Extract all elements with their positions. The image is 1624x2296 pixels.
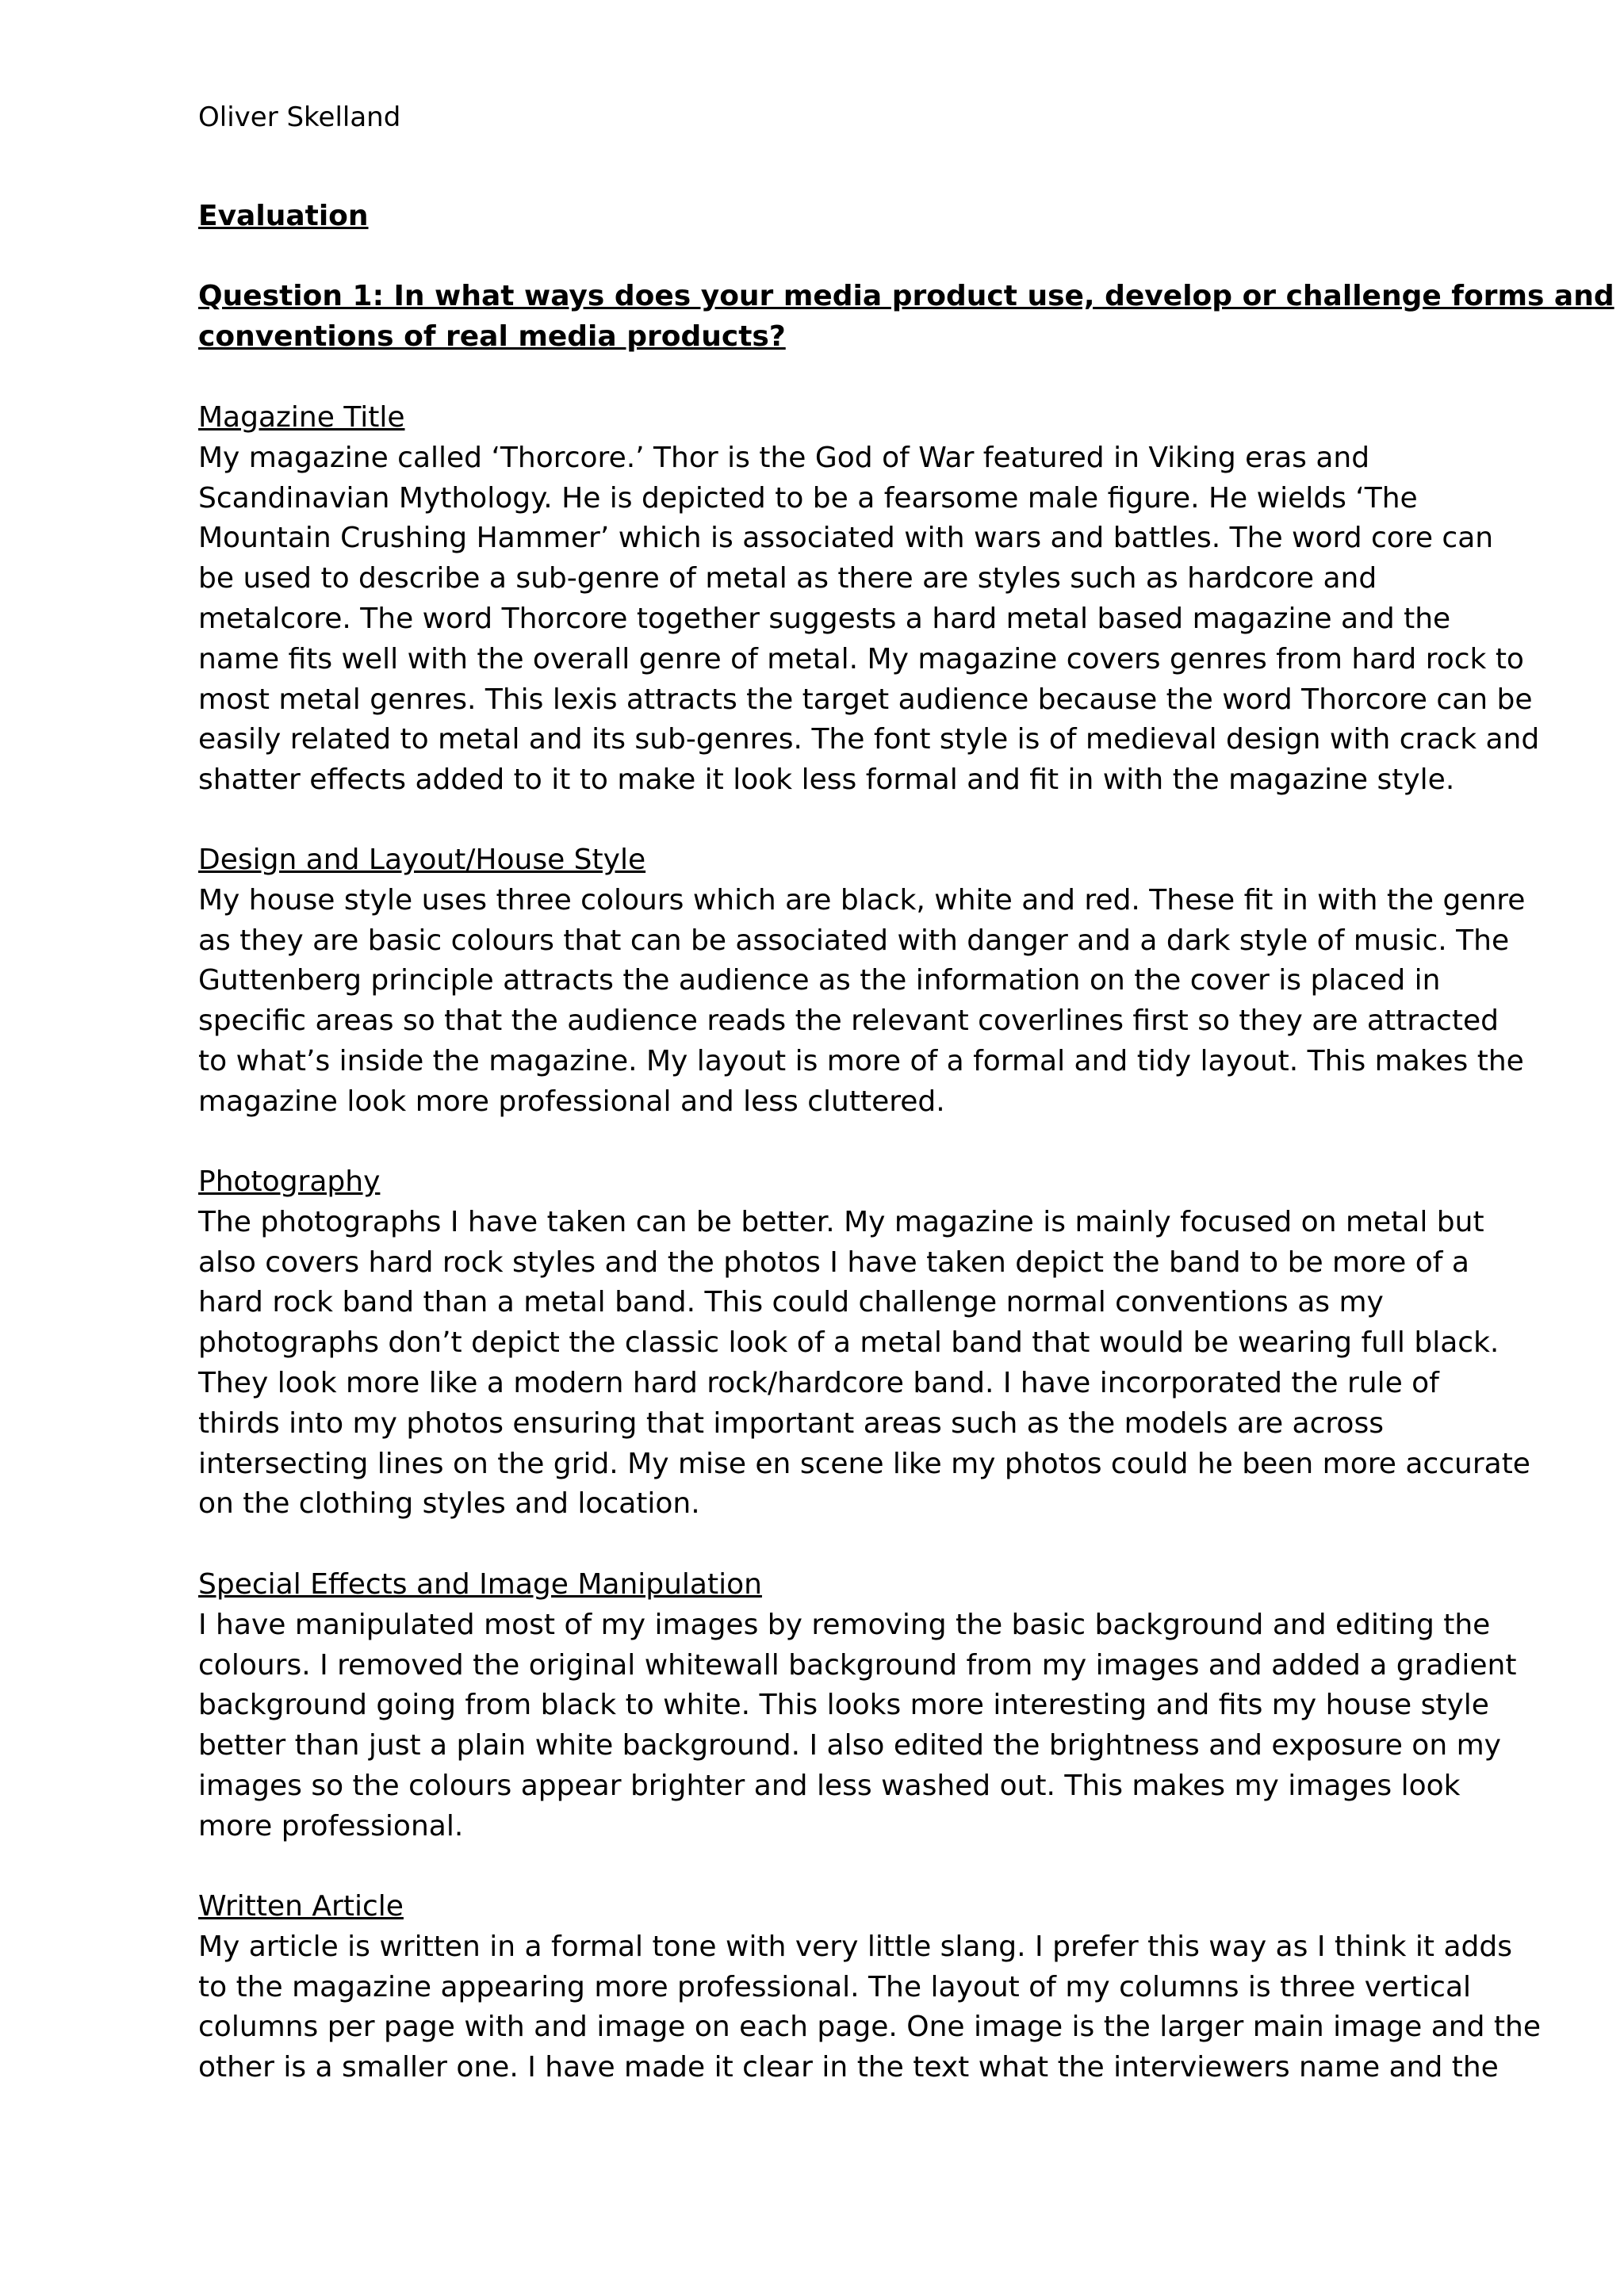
body-line: more professional.: [198, 1809, 464, 1843]
body-line: columns per page with and image on each page. One image is the larger main image and the: [198, 2011, 1541, 2044]
section-magazine-title: [198, 398, 1539, 801]
body-line: name fits well with the overall genre of metal. My magazine covers genres from hard rock to: [198, 642, 1524, 675]
body-line: easily related to metal and its sub-genres. The font style is of medieval design with crack and: [198, 723, 1540, 756]
body-line: also covers hard rock styles and the photos I have taken depict the band to be more of a: [198, 1246, 1469, 1279]
section-body: [198, 1605, 1516, 1847]
body-line: They look more like a modern hard rock/hardcore band. I have incorporated the rule of: [198, 1366, 1439, 1399]
question-line: conventions of real media products?: [198, 320, 786, 353]
body-line: My article is written in a formal tone with very little slang. I prefer this way as I think it adds: [198, 1930, 1513, 1963]
body-line: background going from black to white. This looks more interesting and fits my house style: [198, 1689, 1489, 1722]
section-heading: Magazine Title: [198, 401, 405, 434]
body-line: My house style uses three colours which are black, white and red. These fit in with the genre: [198, 883, 1526, 916]
body-line: The photographs I have taken can be better. My magazine is mainly focused on metal but: [198, 1205, 1484, 1238]
body-line: Guttenberg principle attracts the audience as the information on the cover is placed in: [198, 964, 1441, 997]
section-body: [198, 1203, 1530, 1525]
section-heading: Design and Layout/House Style: [198, 844, 646, 876]
body-line: I have manipulated most of my images by removing the basic background and editing the: [198, 1608, 1491, 1641]
body-line: My magazine called ‘Thorcore.’ Thor is the God of War featured in Viking eras and: [198, 441, 1370, 474]
section-heading: Special Effects and Image Manipulation: [198, 1568, 762, 1601]
question-heading: [198, 276, 1614, 357]
section-special-effects: [198, 1565, 1516, 1847]
body-line: most metal genres. This lexis attracts the target audience because the word Thorcore can be: [198, 683, 1533, 716]
body-line: better than just a plain white background. I also edited the brightness and exposure on my: [198, 1729, 1501, 1762]
section-written-article: [198, 1887, 1541, 2088]
section-heading: Photography: [198, 1165, 381, 1198]
body-line: images so the colours appear brighter and less washed out. This makes my images look: [198, 1769, 1461, 1802]
body-line: to what’s inside the magazine. My layout is more of a formal and tidy layout. This makes the: [198, 1044, 1524, 1077]
body-line: shatter effects added to it to make it look less formal and fit in with the magazine style.: [198, 763, 1455, 797]
question-line: Question 1: In what ways does your media product use, develop or challenge forms and: [198, 280, 1614, 312]
section-heading: Written Article: [198, 1890, 404, 1923]
body-line: Mountain Crushing Hammer’ which is associated with wars and battles. The word core can: [198, 522, 1494, 555]
section-body: [198, 438, 1539, 801]
author-name: Oliver Skelland: [198, 101, 401, 133]
body-line: magazine look more professional and less cluttered.: [198, 1085, 945, 1118]
body-line: photographs don’t depict the classic look of a metal band that would be wearing full black.: [198, 1326, 1500, 1360]
body-line: colours. I removed the original whitewall background from my images and added a gradient: [198, 1648, 1517, 1682]
section-photography: [198, 1162, 1530, 1525]
body-line: on the clothing styles and location.: [198, 1487, 700, 1521]
section-design-layout: [198, 840, 1525, 1123]
body-line: be used to describe a sub-genre of metal as there are styles such as hardcore and: [198, 562, 1377, 595]
page-title: Evaluation: [198, 200, 369, 232]
body-line: hard rock band than a metal band. This could challenge normal conventions as my: [198, 1286, 1384, 1319]
body-line: thirds into my photos ensuring that important areas such as the models are across: [198, 1406, 1384, 1440]
body-line: specific areas so that the audience reads the relevant coverlines first so they are attracted: [198, 1004, 1499, 1038]
body-line: to the magazine appearing more professional. The layout of my columns is three vertical: [198, 1970, 1472, 2003]
body-line: intersecting lines on the grid. My mise en scene like my photos could he been more accurate: [198, 1447, 1530, 1480]
section-body: [198, 1927, 1541, 2088]
body-line: Scandinavian Mythology. He is depicted to be a fearsome male figure. He wields ‘The: [198, 481, 1418, 515]
body-line: as they are basic colours that can be associated with danger and a dark style of music. The: [198, 924, 1510, 957]
body-line: other is a smaller one. I have made it clear in the text what the interviewers name and the: [198, 2051, 1499, 2084]
section-body: [198, 881, 1525, 1123]
body-line: metalcore. The word Thorcore together suggests a hard metal based magazine and the: [198, 602, 1451, 635]
